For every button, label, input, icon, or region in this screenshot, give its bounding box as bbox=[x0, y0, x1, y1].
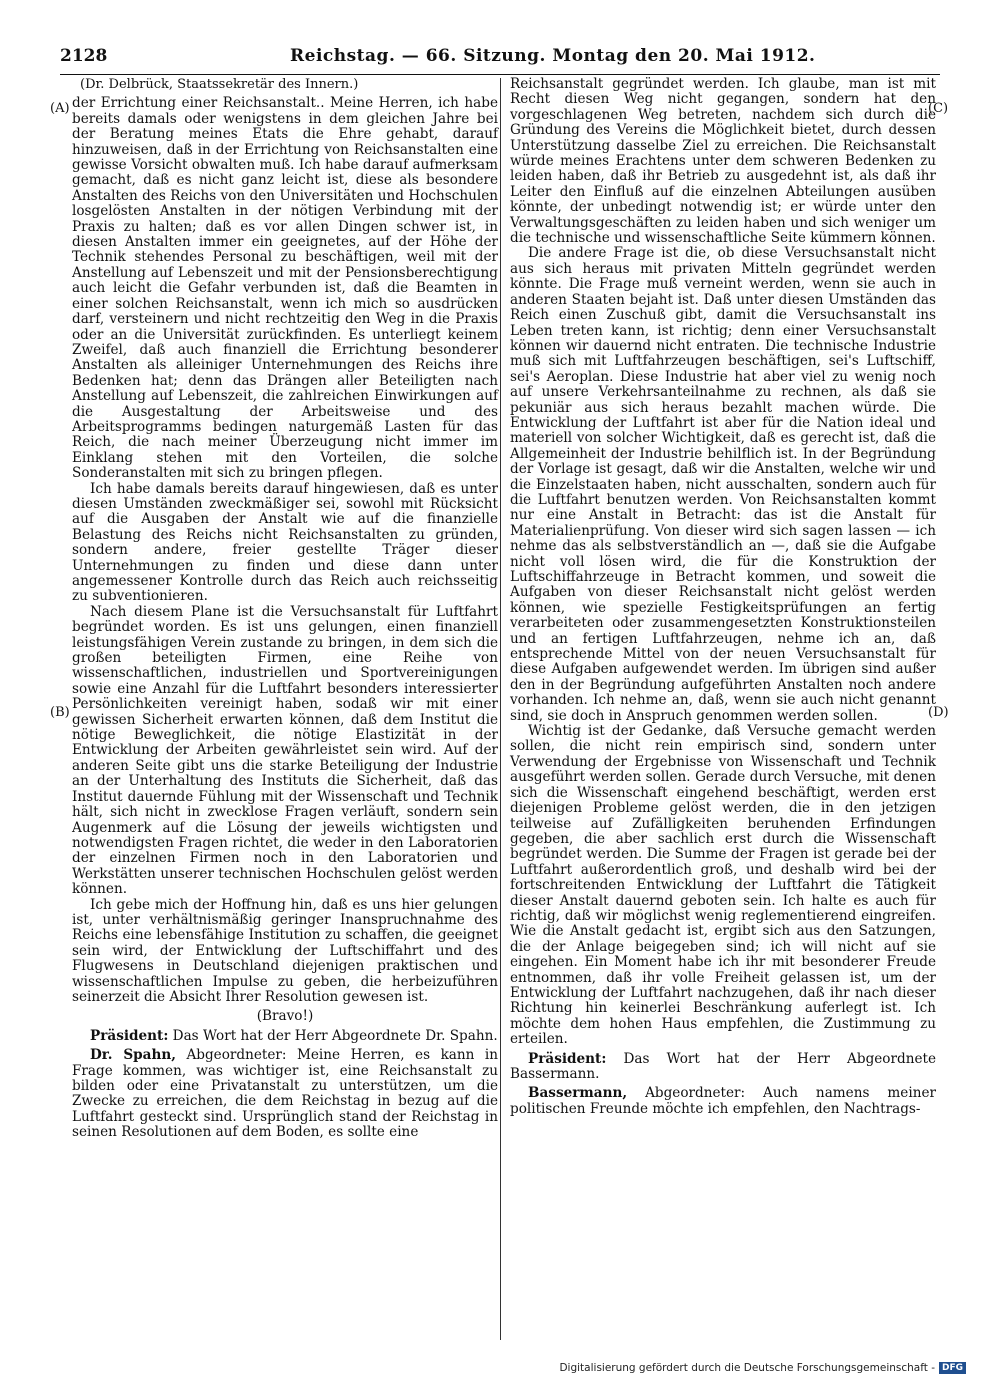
dfg-logo: DFG bbox=[939, 1362, 966, 1374]
speech-text: Abgeordneter: Auch namens meiner politischen Freunde möchte ich empfehlen, den Nachtrags- bbox=[510, 1085, 936, 1117]
margin-letter-a: (A) bbox=[50, 101, 70, 116]
paragraph: Ich gebe mich der Hoffnung hin, daß es uns hier gelungen ist, unter verhältnismäßig geringer Inanspruchnahme des Reichs eine lebensfähige Institution zu schaffen, die geeignet sein wird, der Entwicklung der Luftschiffahrt und des Flugwesens in Deutschland diejenigen praktischen und wissenschaftlichen Impulse zu geben, die herbeizuführen seinerzeit die Absicht Ihrer Resolution gewesen ist. bbox=[72, 896, 498, 1005]
paragraph: Die andere Frage ist die, ob diese Versuchsanstalt nicht aus sich heraus mit privaten Mitteln gegründet werden könnte. Die Frage muß verneint werden, wenn sie auch in anderen Staaten bejaht ist. Daß unter diesen Umständen das Reich einen Zuschuß gibt, damit die Versuchsanstalt ins Leben treten kann, ist richtig; denn einer Versuchsanstalt können wir dauernd nicht entraten. Die technische Industrie muß sich mit Luftfahrzeugen beschäftigen, sei's Luftschiff, sei's Aeroplan. Diese Industrie hat aber viel zu wenig noch auf unsere Verkehrsanteilnahme zu rechnen, als daß sie pekuniär aus sich heraus bezahlt machen würde. Die Entwicklung der Luftfahrt ist aber für die Nation ideal und materiell von solcher Wichtigkeit, daß es gerecht ist, daß die Allgemeinheit der Industrie behilflich ist. In der Begründung der Vorlage ist gesagt, daß wir die Anstalten, welche wir und die Einzelstaaten haben, nicht ausschalten, sondern auch für die Luftfahrt benutzen werden. Von Reichsanstalten kommt nur eine Anstalt in Betracht: das ist die Anstalt für Materialienprüfung. Von dieser wird sich sagen lassen — ich nehme das als selbstverständlich an —, daß sie die Aufgabe nicht voll lösen wird, die für die Konstruktion der Luftschiffahrzeuge in Betracht kommen, und soweit die Aufgaben von dieser Reichsanstalt nicht gelöst werden können, wie spezielle Festigkeitsprüfungen an fertig verarbeiteten oder zusammengesetzten Konstruktionsteilen und an fertigen Luftfahrzeugen, nehme ich an, daß entsprechende Mittel von der neuen Versuchsanstalt für diese Aufgaben aufgewendet werden. Im übrigen sind außer den in der Begründung aufgeführten Anstalten noch andere vorhanden. Ich nehme an, daß, wenn sie auch nicht genannt sind, sie doch in Anspruch genommen werden sollen. bbox=[510, 245, 936, 724]
president-remark bbox=[72, 1029, 498, 1044]
running-title: Reichstag. — 66. Sitzung. Montag den 20. Mai 1912. bbox=[290, 46, 816, 66]
remark-text: Das Wort hat der Herr Abgeordnete Dr. Spahn. bbox=[172, 1027, 498, 1044]
speaker-name: Dr. Spahn, bbox=[90, 1047, 176, 1064]
footer-text: Digitalisierung gefördert durch die Deutsche Forschungsgemeinschaft - bbox=[559, 1362, 935, 1374]
margin-letter-b: (B) bbox=[50, 705, 70, 720]
paragraph: Wichtig ist der Gedanke, daß Versuche gemacht werden sollen, die nicht rein empirisch sind, sondern unter Verwendung der Ergebnisse von Wissenschaft und Technik ausgeführt werden sollen. Gerade durch Versuche, mit denen sich die Wissenschaft eingehend beschäftigt, werden erst diejenigen Probleme gelöst werden, die in den jetzigen teilweise auf Zufälligkeiten beruhenden Erfindungen gegeben, die aber sachlich erst durch die Wissenschaft begründet werden. Die Summe der Fragen ist gerade bei der Luftfahrt außerordentlich groß, und deshalb wird bei der fortschreitenden Entwicklung der Luftfahrt die Tätigkeit dieser Anstalt dauernd geboten sein. Ich halte es auch für richtig, daß wir möglichst wenig reglementierend eingreifen. Wie die Anstalt gedacht ist, ergibt sich aus den Satzungen, die der Anlage beigegeben sind; ich will nicht auf sie eingehen. Ein Moment habe ich ihr mit besonderer Freude entnommen, daß ihr volle Freiheit gelassen ist, um der Entwicklung der Luftfahrt nachzugehen, daß ihr nach dieser Richtung hin keinerlei Beschränkung auferlegt ist. Ich möchte dem hohen Haus empfehlen, die Zustimmung zu erteilen. bbox=[510, 723, 936, 1048]
speaker-name: Bassermann, bbox=[528, 1085, 628, 1102]
paragraph: Nach diesem Plane ist die Versuchsanstalt für Luftfahrt begründet worden. Es ist uns gelungen, einen finanziell leistungsfähigen Verein zustande zu bringen, in dem sich die großen beteiligten Firmen, eine Reihe von wissenschaftlichen, industriellen und Sportvereinigungen sowie eine Anzahl für die Luftfahrt besonders interessierter Persönlichkeiten vereinigt haben, sodaß wir mit einer gewissen Sicherheit erwarten können, daß dem Institut die nötige Beweglichkeit, die nötige Elastizität in der Entwicklung der Arbeiten gewährleistet sein wird. Auf der anderen Seite gibt uns die starke Beteiligung der Industrie an der Unterhaltung des Instituts die Sicherheit, daß das Institut dauernde Fühlung mit der Wissenschaft und Technik hält, sich nicht in zwecklose Fragen verläuft, sondern sein Augenmerk auf die Lösung der jeweils wichtigsten und notwendigsten Fragen richtet, die weder in den Laboratorien der einzelnen Firmen noch in den Laboratorien und Werkstätten unserer technischen Hochschulen gelöst werden können. bbox=[72, 603, 498, 898]
header-rule bbox=[60, 74, 940, 75]
president-remark bbox=[510, 1052, 936, 1083]
remark-text: Das Wort hat der Herr Abgeordnete Bassermann. bbox=[510, 1050, 937, 1082]
speech-paragraph bbox=[510, 1086, 936, 1117]
speech-text: Abgeordneter: Meine Herren, es kann in Frage kommen, was wichtiger ist, eine Reichsanstalt zu bilden oder eine Privatanstalt zu unterstützen, um die Zwecke zu erreichen, die dem Reichstag in bezug auf die Luftfahrt gesteckt sind. Ursprünglich stand der Reichstag in seinen Resolutionen auf dem Boden, es sollte eine bbox=[72, 1047, 498, 1141]
paragraph: Ich habe damals bereits darauf hingewiesen, daß es unter diesen Umständen zweckmäßiger sei, sowohl mit Rücksicht auf die Ausgaben der Anstalt wie auf die finanzielle Belastung des Reichs nicht Reichsanstalten zu gründen, sondern andere, freier gestellte Träger dieser Unternehmungen zu finden und diese dann unter angemessener Kontrolle durch das Reich auch reichsseitig zu subventionieren. bbox=[72, 480, 498, 605]
column-divider bbox=[500, 78, 501, 1340]
digitization-footer bbox=[559, 1362, 966, 1374]
speech-paragraph bbox=[72, 1048, 498, 1140]
left-column bbox=[72, 77, 498, 1141]
paragraph: Reichsanstalt gegründet werden. Ich glaube, man ist mit Recht diesen Weg nicht gegangen, sondern hat den vorgeschlagenen Weg betreten, nachdem sich durch die Gründung des Vereins die Möglichkeit bietet, durch dessen Unterstützung dasselbe Ziel zu erreichen. Die Reichsanstalt würde meines Erachtens unter dem schweren Bedenken zu leiden haben, daß ihr Betrieb zu ausgedehnt ist, als daß ihr Leiter den Einfluß auf die einzelnen Abteilungen ausüben könnte, der unbedingt notwendig ist; er würde unter den Verwaltungsgeschäften zu leiden haben und sich weniger um die technische und wissenschaftliche Seite kümmern können. bbox=[510, 76, 936, 247]
margin-letter-c: (C) bbox=[928, 101, 949, 116]
interjection: (Bravo!) bbox=[256, 1008, 314, 1025]
speaker-attribution: (Dr. Delbrück, Staatssekretär des Innern.) bbox=[80, 77, 359, 92]
speaker-name: Präsident: bbox=[528, 1050, 607, 1067]
paragraph: der Errichtung einer Reichsanstalt.. Meine Herren, ich habe bereits damals oder wenigstens in dem gleichen Jahre bei der Beratung meines Etats die Ehre gehabt, darauf hinzuweisen, daß in der Errichtung von Reichsanstalten eine gewisse Vorsicht obwalten muß. Ich habe darauf aufmerksam gemacht, daß es nicht ganz leicht ist, diese als besondere Anstalten des Reichs von den Universitäten und Hochschulen losgelösten Anstalten in der nötigen Verbindung mit der Praxis zu halten; daß es vor allen Dingen schwer ist, in diesen Anstalten immer ein geeignetes, auf der Höhe der Technik stehendes Personal zu beschäftigen, weil mit der Anstellung auf Lebenszeit und mit der Pensionsberechtigung auch leicht die Gefahr verbunden ist, daß die Beamten in einer solchen Reichsanstalt, wenn ich mich so ausdrücken darf, versteinern und nicht rechtzeitig den Weg in die Praxis oder an die Universität zurückfinden. Es unterliegt keinem Zweifel, daß auch finanziell die Errichtung besonderer Anstalten als alleiniger Unternehmungen des Reichs ihre Bedenken hat; denn das Drängen aller Beteiligten nach Anstellung auf Lebenszeit, die zahlreichen Einwirkungen auf die Ausgestaltung der Arbeitsweise und des Arbeitsprogramms bedingen naturgemäß Lasten für das Reich, die nach meiner Überzeugung nicht immer im Einklang stehen mit den Vorteilen, die solche Sonderanstalten mit sich zu bringen pflegen. bbox=[72, 95, 498, 482]
right-column bbox=[510, 77, 936, 1117]
margin-letter-d: (D) bbox=[928, 705, 949, 720]
page-header bbox=[60, 46, 940, 72]
page-number: 2128 bbox=[60, 46, 108, 66]
speaker-name: Präsident: bbox=[90, 1027, 169, 1044]
